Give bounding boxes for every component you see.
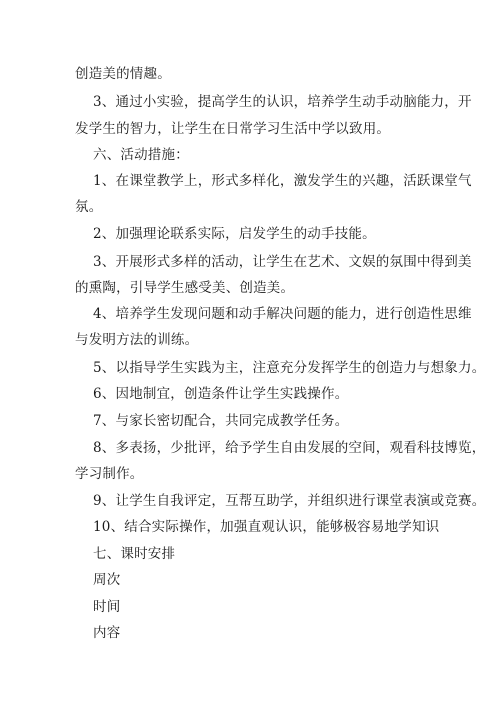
text-line: 4、培养学生发现问题和动手解决问题的能力，进行创造性思维 [93,306,472,322]
text-line: 8、多表扬，少批评，给予学生自由发展的空间，观看科技博览， [93,440,486,456]
text-line: 3、通过小实验，提高学生的认识，培养学生动手动脑能力，开 [93,94,472,110]
text-line: 6、因地制宜，创造条件让学生实践操作。 [93,386,349,402]
section-heading: 七、课时安排 [93,546,176,562]
text-line: 3、开展形式多样的活动，让学生在艺术、文娱的氛围中得到美 [93,254,472,270]
section-heading: 六、活动措施： [93,147,189,163]
text-line: 10、结合实际操作，加强直观认识，能够极容易地学知识 [93,519,440,535]
text-line: 创造美的情趣。 [75,66,171,82]
text-line: 的熏陶，引导学生感受美、创造美。 [75,280,295,296]
text-line: 发学生的智力，让学生在日常学习生活中学以致用。 [75,121,391,137]
text-line: 5、以指导学生实践为主，注意充分发挥学生的创造力与想象力。 [93,360,486,376]
text-line: 周次 [93,572,121,588]
text-line: 2、加强理论联系实际，启发学生的动手技能。 [93,226,376,242]
text-line: 时间 [93,599,121,615]
text-line: 学习制作。 [75,466,144,482]
text-line: 7、与家长密切配合，共同完成教学任务。 [93,413,349,429]
text-line: 1、在课堂教学上，形式多样化，激发学生的兴趣，活跃课堂气 [93,173,472,189]
text-line: 内容 [93,625,121,641]
text-line: 氛。 [75,199,103,215]
text-line: 与发明方法的训练。 [75,332,199,348]
text-line: 9、让学生自我评定，互帮互助学，并组织进行课堂表演或竞赛。 [93,493,486,509]
